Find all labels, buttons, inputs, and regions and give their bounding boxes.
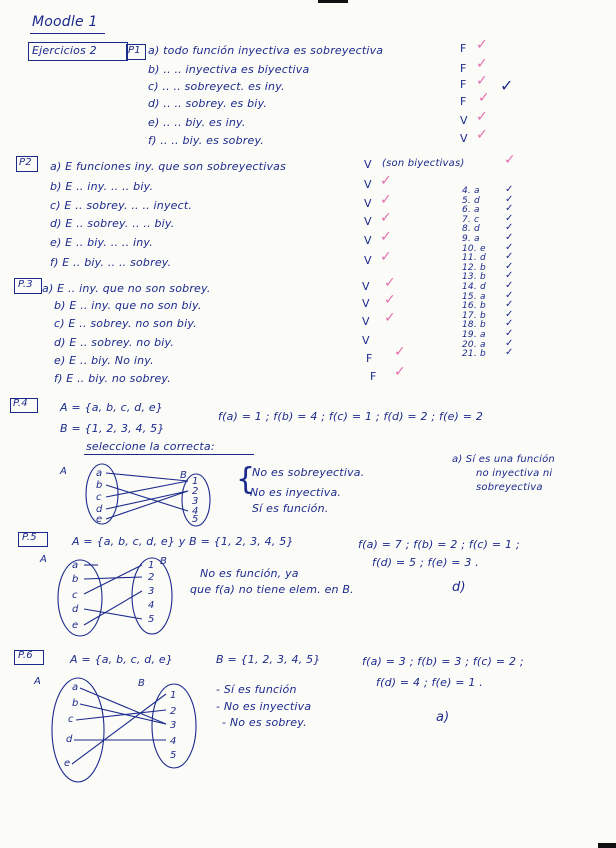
s6-dom-3: d [66,734,73,745]
s3-val-c: V [362,315,370,328]
s4-option-2: No es inyectiva. [250,486,342,499]
answer-key-item: 10. e [462,243,486,254]
correct-mark-icon: ✓ [478,90,490,106]
s5-dom-0: a [72,560,79,571]
s1-val-b: F [460,62,467,75]
s6-dom-1: b [72,698,79,709]
s5-cod-4: 5 [148,614,155,625]
s4-set-a-label: A [60,466,67,477]
answer-key-item: 19. a [462,330,486,340]
s1-val-c: F [460,78,467,91]
correct-mark-icon: ✓ [380,173,392,189]
check-icon: ✓ [505,222,514,234]
s5-set-a-label: A [40,554,47,565]
s4-option-3: Sí es función. [252,502,329,515]
answer-key-item: 18. b [462,320,486,331]
correct-mark-icon: ✓ [476,109,488,125]
s5-cod-0: 1 [148,560,155,571]
s5-note-1: No es función, ya [200,567,299,580]
answer-key-item: 4. a [462,186,480,196]
correct-mark-icon: ✓ [384,275,396,291]
answer-key-item: 6. a [462,205,480,216]
s6-mapping-2: f(d) = 4 ; f(e) = 1 . [376,676,483,689]
s1-row-b: b) .. .. inyectiva es biyectiva [148,63,310,76]
s2-val-f: V [364,254,372,267]
s4-instruction: seleccione la correcta: [86,440,215,453]
s3-row-e: e) E .. biy. No iny. [54,354,154,367]
correct-mark-icon: ✓ [380,229,392,245]
s4-dom-0: a [96,468,103,479]
s5-cod-2: 3 [148,586,155,597]
s1-row-f: f) .. .. biy. es sobrey. [148,134,265,147]
s5-mapping-diagram [40,552,200,642]
s3-val-e: F [366,352,373,365]
s3-val-d: V [362,334,370,347]
s2-val-e: V [364,234,372,247]
correct-mark-icon: ✓ [384,310,396,326]
s2-row-b: b) E .. iny. .. .. biy. [50,180,154,193]
s4-mapping: f(a) = 1 ; f(b) = 4 ; f(c) = 1 ; f(d) = 2 ; f(e) = 2 [218,410,484,423]
answer-key-item: 17. b [462,310,486,321]
section1-label: Ejercicios 2 [32,44,97,57]
s4-cod-3: 4 [192,506,199,517]
check-icon: ✓ [505,203,514,215]
s5-dom-2: c [72,590,78,601]
correct-mark-icon: ✓ [476,37,488,53]
correct-mark-icon: ✓ [394,364,406,380]
check-icon: ✓ [505,193,514,205]
s2-note: (son biyectivas) [382,158,465,169]
s2-row-c: c) E .. sobrey. .. .. inyect. [50,199,193,212]
s3-row-a: a) E .. iny. que no son sobrey. [42,282,211,295]
s4-brace: { [236,462,256,497]
s1-val-f: V [460,132,468,145]
s6-set-b-label: B [138,678,145,689]
correct-mark-icon: ✓ [380,210,392,226]
check-icon: ✓ [505,318,514,330]
s6-cod-1: 2 [170,706,177,717]
s6-set-a: A = {a, b, c, d, e} [70,653,174,666]
check-icon: ✓ [505,289,514,301]
check-icon: ✓ [505,347,514,359]
s6-cod-4: 5 [170,750,177,761]
section6-number: P.6 [18,650,33,661]
section1-number: P1 [128,45,141,56]
s5-note-2: que f(a) no tiene elem. en B. [190,583,354,596]
check-icon: ✓ [505,184,514,195]
answer-key-item: 7. c [462,214,480,225]
s4-dom-1: b [96,480,103,491]
answer-key-item: 5. d [462,195,480,206]
s4-cod-4: 5 [192,514,199,525]
s6-mapping-1: f(a) = 3 ; f(b) = 3 ; f(c) = 2 ; [362,655,524,668]
page-edge-mark [318,0,348,3]
s2-val-b: V [364,178,372,191]
s6-mapping-diagram [34,672,204,798]
check-icon: ✓ [505,280,514,291]
s2-row-f: f) E .. biy. .. .. sobrey. [50,256,172,269]
s4-answer-1: a) Sí es una función [452,454,555,465]
s4-option-1: No es sobreyectiva. [252,466,365,479]
correct-mark-icon: ✓ [476,127,488,143]
s5-dom-4: e [72,620,79,631]
s4-set-b: B = {1, 2, 3, 4, 5} [60,422,165,435]
s6-set-a-label: A [34,676,41,687]
correct-mark-icon: ✓ [380,192,392,208]
s5-mapping-2: f(d) = 5 ; f(e) = 3 . [372,556,479,569]
s1-row-d: d) .. .. sobrey. es biy. [148,97,268,110]
s1-row-a: a) todo función inyectiva es sobreyectiva [148,44,384,57]
s3-val-a: V [362,280,370,293]
section3-number: P.3 [18,279,33,290]
answer-key-item: 21. b [462,349,486,360]
s4-instruction-underline [84,454,254,455]
s4-mapping-diagram [60,458,220,528]
check-icon: ✓ [505,328,514,339]
s6-answer: a) [436,710,450,725]
check-icon: ✓ [505,251,514,263]
answer-key-item: 8. d [462,224,480,235]
check-icon: ✓ [505,270,514,282]
s2-val-c: V [364,197,372,210]
s4-set-b-label: B [180,470,187,481]
page-title: Moodle 1 [32,14,98,30]
s5-sets: A = {a, b, c, d, e} y B = {1, 2, 3, 4, 5} [72,535,294,548]
s4-dom-2: c [96,492,102,503]
check-icon: ✓ [505,308,514,320]
answer-key-item: 13. b [462,272,486,283]
s4-dom-4: e [96,514,103,525]
s4-cod-1: 2 [192,486,199,497]
answer-key-item: 16. b [462,301,486,312]
section4-number: P.4 [13,398,28,409]
s6-note-3: - No es sobrey. [222,716,307,729]
check-icon: ✓ [505,232,514,243]
s6-cod-0: 1 [170,690,177,701]
s3-val-f: F [370,370,377,383]
s4-answer-2: no inyectiva ni [476,468,553,479]
check-icon: ✓ [500,76,514,95]
s1-val-a: F [460,42,467,55]
section2-number: P2 [19,157,32,168]
s5-answer: d) [452,580,466,595]
answer-key-item: 9. a [462,234,480,244]
s5-cod-3: 4 [148,600,155,611]
s5-set-b-label: B [160,556,167,567]
correct-mark-icon: ✓ [384,292,396,308]
s3-row-f: f) E .. biy. no sobrey. [54,372,171,385]
s4-cod-0: 1 [192,476,199,487]
answer-key-item: 12. b [462,262,486,273]
s6-note-1: - Sí es función [216,683,297,696]
s6-dom-2: c [68,714,74,725]
correct-mark-icon: ✓ [476,56,488,72]
answer-key-item: 14. d [462,282,486,292]
check-icon: ✓ [505,260,514,272]
s6-note-2: - No es inyectiva [216,700,312,713]
s4-answer-3: sobreyectiva [476,482,543,493]
correct-mark-icon: ✓ [504,152,516,168]
page-corner-mark [598,843,616,848]
section5-number: P.5 [22,532,37,543]
s2-row-d: d) E .. sobrey. .. .. biy. [50,217,175,230]
check-icon: ✓ [505,337,514,349]
answer-key-item: 15. a [462,291,486,302]
check-icon: ✓ [505,241,514,253]
s5-mapping-1: f(a) = 7 ; f(b) = 2 ; f(c) = 1 ; [358,538,520,551]
s2-row-e: e) E .. biy. .. .. iny. [50,236,153,249]
s6-dom-0: a [72,682,79,693]
check-icon: ✓ [505,212,514,224]
answer-key-item: 11. d [462,253,486,264]
s3-row-d: d) E .. sobrey. no biy. [54,336,175,349]
s1-val-e: V [460,114,468,127]
answer-key-item: 20. a [462,339,486,350]
s5-dom-3: d [72,604,79,615]
s3-val-b: V [362,297,370,310]
s6-set-b: B = {1, 2, 3, 4, 5} [216,653,321,666]
s1-row-e: e) .. .. biy. es iny. [148,116,246,129]
s5-cod-1: 2 [148,572,155,583]
title-underline [30,33,105,34]
correct-mark-icon: ✓ [380,249,392,265]
s2-row-a: a) E funciones iny. que son sobreyectivas [50,160,287,173]
s3-row-c: c) E .. sobrey. no son biy. [54,317,197,330]
s6-cod-3: 4 [170,736,177,747]
check-icon: ✓ [505,299,514,311]
s2-val-a: V [364,158,372,171]
s4-cod-2: 3 [192,496,199,507]
s1-val-d: F [460,95,467,108]
s3-row-b: b) E .. iny. que no son biy. [54,299,202,312]
s6-dom-4: e [64,758,71,769]
s4-dom-3: d [96,504,103,515]
s1-row-c: c) .. .. sobreyect. es iny. [148,80,285,93]
s6-cod-2: 3 [170,720,177,731]
correct-mark-icon: ✓ [476,73,488,89]
s5-dom-1: b [72,574,79,585]
s4-set-a: A = {a, b, c, d, e} [60,401,164,414]
correct-mark-icon: ✓ [394,344,406,360]
s2-val-d: V [364,215,372,228]
